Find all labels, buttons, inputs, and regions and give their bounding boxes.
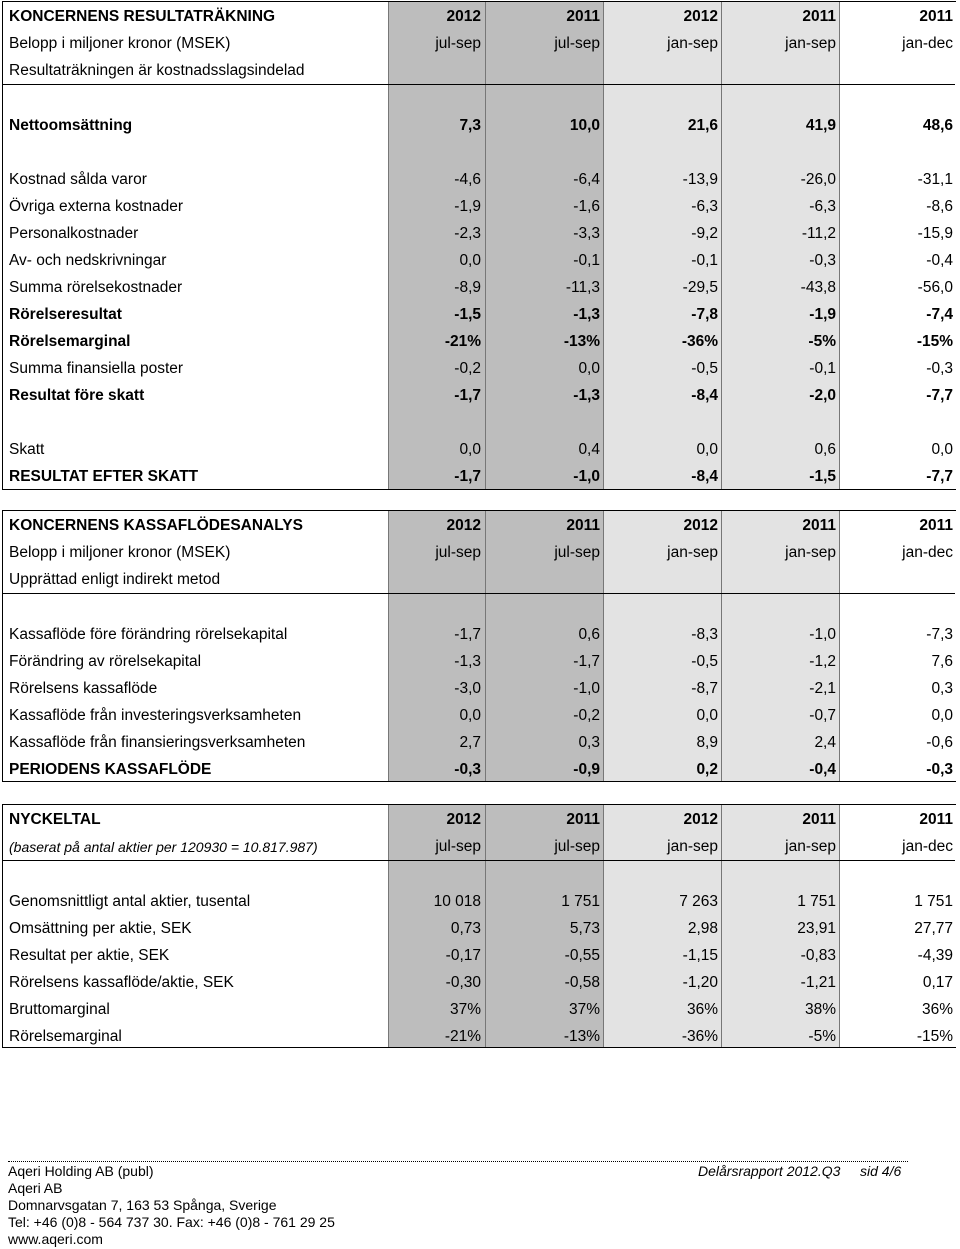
cell-value: -0,83 [800,946,836,964]
cell-value: -1,0 [573,467,600,485]
cell-value: jul-sep [554,543,600,561]
row-label: Rörelseresultat [9,305,122,323]
cell-value: -1,20 [682,973,718,991]
cell-value: 2011 [919,516,953,534]
row-label: Resultaträkningen är kostnadsslagsindelad [9,61,305,79]
cell-value: 0,0 [931,440,953,458]
cell-value: jan-sep [785,34,836,52]
row-label: Kassaflöde från finansieringsverksamheten [9,733,306,751]
table-row [3,702,955,729]
cell-value: -13% [563,1027,600,1045]
row-label: Bruttomarginal [9,1000,110,1018]
cell-value: 1 751 [914,892,953,910]
table-row [3,247,955,274]
cell-value: -2,0 [809,386,836,404]
row-label: Summa rörelsekostnader [9,278,183,296]
cell-value: -0,5 [691,652,718,670]
row-label: Av- och nedskrivningar [9,251,167,269]
cell-value: -0,3 [809,251,836,269]
row-label: Kassaflöde före förändring rörelsekapital [9,625,288,643]
table-row [3,621,955,648]
cell-value: -1,7 [454,467,481,485]
cell-value: -3,0 [454,679,481,697]
cell-value: -26,0 [800,170,836,188]
table-row [3,861,955,888]
header-row [3,566,955,593]
cell-value: 0,6 [578,625,600,643]
cell-value: -21% [444,1027,481,1045]
cell-value: 2012 [683,7,718,25]
cell-value: 0,0 [459,440,481,458]
cell-value: -0,3 [926,760,953,778]
table-row [3,996,955,1023]
row-label: KONCERNENS KASSAFLÖDESANALYS [9,516,303,534]
row-label: Omsättning per aktie, SEK [9,919,192,937]
row-label: Summa finansiella poster [9,359,184,377]
footer-company-publ: Aqeri Holding AB (publ) [8,1163,154,1179]
cell-value: 5,73 [569,919,600,937]
row-label: Rörelsens kassaflöde/aktie, SEK [9,973,234,991]
cell-value: jul-sep [554,837,600,855]
row-label: Övriga externa kostnader [9,197,184,215]
cell-value: -0,5 [691,359,718,377]
cell-value: jan-dec [902,34,953,52]
cell-value: -0,9 [573,760,600,778]
row-label: Personalkostnader [9,224,139,242]
cell-value: 2,98 [687,919,718,937]
cell-value: 27,77 [914,919,953,937]
cell-value: jan-sep [667,837,718,855]
row-label: Resultat per aktie, SEK [9,946,170,964]
table-row [3,112,955,139]
table-row [3,915,955,942]
cell-value: 2011 [919,7,953,25]
cell-value: -6,3 [809,197,836,215]
table-row [3,139,955,166]
cell-value: -0,4 [809,760,836,778]
cashflow-table [2,510,956,782]
cell-value: -8,7 [691,679,718,697]
row-label: PERIODENS KASSAFLÖDE [9,760,212,778]
row-label: Upprättad enligt indirekt metod [9,570,221,588]
cell-value: jan-dec [902,543,953,561]
table-row [3,166,955,193]
row-label: Belopp i miljoner kronor (MSEK) [9,543,231,561]
header-row [3,512,955,539]
cell-value: -0,58 [564,973,600,991]
cell-value: 0,0 [459,251,481,269]
cell-value: -11,2 [801,224,836,242]
cell-value: 7,3 [459,116,481,134]
cell-value: 2012 [446,516,481,534]
table-row [3,382,955,409]
cell-value: -15% [916,1027,953,1045]
cell-value: -6,3 [691,197,718,215]
table-row [3,220,955,247]
cell-value: 0,4 [578,440,600,458]
cell-value: 37% [449,1000,481,1018]
cell-value: -1,9 [809,305,836,323]
cell-value: -0,55 [564,946,600,964]
cell-value: jul-sep [435,543,481,561]
cell-value: -43,8 [800,278,836,296]
cell-value: -0,1 [691,251,718,269]
cell-value: -5% [808,1027,836,1045]
cell-value: -7,3 [926,625,953,643]
cell-value: -0,2 [573,706,600,724]
row-label: Genomsnittligt antal aktier, tusental [9,892,251,910]
row-label: Rörelsemarginal [9,1027,122,1045]
cell-value: -36% [681,1027,718,1045]
cell-value: -21% [444,332,481,350]
cell-value: -9,2 [691,224,718,242]
table-row [3,729,955,756]
table-row [3,409,955,436]
row-label: Förändring av rörelsekapital [9,652,202,670]
cell-value: 2011 [566,810,600,828]
cell-value: -1,0 [809,625,836,643]
cell-value: -4,6 [454,170,481,188]
header-row [3,806,955,833]
cell-value: 36% [921,1000,953,1018]
cell-value: 0,2 [696,760,718,778]
cell-value: -11,3 [565,278,600,296]
cell-value: 48,6 [922,116,953,134]
cell-value: -8,3 [691,625,718,643]
footer-address: Domnarvsgatan 7, 163 53 Spånga, Sverige [8,1197,277,1213]
header-row [3,833,955,860]
table-row [3,193,955,220]
table-row [3,85,955,112]
footer-web: www.aqeri.com [8,1231,103,1247]
row-label: Nettoomsättning [9,116,133,134]
table-row [3,969,955,996]
cell-value: 0,0 [578,359,600,377]
table-row [3,756,955,783]
cell-value: 2012 [683,516,718,534]
cell-value: 2011 [566,7,600,25]
cell-value: -13,9 [682,170,718,188]
table-row [3,355,955,382]
cell-value: -29,5 [682,278,718,296]
cell-value: 0,3 [931,679,953,697]
cell-value: 0,6 [814,440,836,458]
cell-value: 2011 [919,810,953,828]
cell-value: 2,4 [814,733,836,751]
cell-value: -1,0 [573,679,600,697]
cell-value: jan-sep [785,837,836,855]
cell-value: -1,15 [682,946,718,964]
cell-value: -1,7 [454,625,481,643]
cell-value: -5% [808,332,836,350]
row-label: KONCERNENS RESULTATRÄKNING [9,7,276,25]
cell-value: -4,39 [917,946,953,964]
cell-value: 0,0 [931,706,953,724]
cell-value: 36% [686,1000,718,1018]
row-label: RESULTAT EFTER SKATT [9,467,199,485]
cell-value: -1,7 [573,652,600,670]
cell-value: 7,6 [931,652,953,670]
cell-value: jan-sep [785,543,836,561]
cell-value: -1,3 [573,386,600,404]
cell-value: 2012 [446,7,481,25]
cell-value: -1,7 [454,386,481,404]
cell-value: -1,6 [573,197,600,215]
cell-value: 2011 [566,516,600,534]
footer-divider [8,1161,908,1162]
cell-value: 8,9 [696,733,718,751]
footer-company: Aqeri AB [8,1180,63,1196]
cell-value: -7,8 [691,305,718,323]
cell-value: -8,6 [926,197,953,215]
table-row [3,328,955,355]
table-row [3,888,955,915]
cell-value: -7,7 [926,386,953,404]
cell-value: -6,4 [573,170,600,188]
cell-value: 38% [804,1000,836,1018]
cell-value: -1,5 [454,305,481,323]
cell-value: -8,4 [691,386,718,404]
cell-value: 0,73 [450,919,481,937]
table-row [3,594,955,621]
cell-value: 2011 [802,810,836,828]
cell-value: -1,2 [809,652,836,670]
row-label: Kostnad sålda varor [9,170,147,188]
table-row [3,436,955,463]
row-label: Resultat före skatt [9,386,145,404]
cell-value: 23,91 [797,919,836,937]
cell-value: -8,4 [691,467,718,485]
cell-value: -36% [681,332,718,350]
cell-value: 10,0 [569,116,600,134]
income-statement-table [2,1,956,490]
cell-value: -1,3 [573,305,600,323]
cell-value: -0,6 [926,733,953,751]
table-row [3,675,955,702]
cell-value: -2,1 [809,679,836,697]
cell-value: 7 263 [679,892,718,910]
cell-value: jan-sep [667,543,718,561]
cell-value: -0,3 [454,760,481,778]
cell-value: 0,0 [696,706,718,724]
cell-value: -31,1 [917,170,953,188]
cell-value: jan-sep [667,34,718,52]
row-label: Kassaflöde från investeringsverksamheten [9,706,302,724]
row-label: Skatt [9,440,45,458]
cell-value: -7,7 [926,467,953,485]
cell-value: 0,3 [578,733,600,751]
cell-value: jul-sep [554,34,600,52]
footer [8,1163,908,1248]
cell-value: -2,3 [454,224,481,242]
cell-value: -1,3 [454,652,481,670]
table-row [3,274,955,301]
cell-value: -56,0 [917,278,953,296]
cell-value: -15,9 [917,224,953,242]
cell-value: 41,9 [805,116,836,134]
row-label: Belopp i miljoner kronor (MSEK) [9,34,231,52]
header-row [3,539,955,566]
table-row [3,648,955,675]
header-row [3,57,955,84]
table-row [3,463,955,490]
cell-value: 2,7 [459,733,481,751]
cell-value: 0,0 [459,706,481,724]
cell-value: -7,4 [926,305,953,323]
cell-value: jul-sep [435,34,481,52]
cell-value: -0,30 [445,973,481,991]
cell-value: 0,0 [696,440,718,458]
row-label: NYCKELTAL [9,810,101,828]
cell-value: -1,5 [809,467,836,485]
cell-value: 2011 [802,7,836,25]
table-row [3,301,955,328]
header-row [3,30,955,57]
cell-value: -0,1 [809,359,836,377]
cell-value: 10 018 [433,892,481,910]
cell-value: 2012 [446,810,481,828]
cell-value: -8,9 [454,278,481,296]
cell-value: -3,3 [573,224,600,242]
header-row [3,3,955,30]
table-row [3,1023,955,1050]
cell-value: -1,9 [454,197,481,215]
cell-value: -0,2 [454,359,481,377]
row-label: Rörelsens kassaflöde [9,679,158,697]
row-label: (baserat på antal aktier per 120930 = 10.817.987) [9,838,318,855]
footer-phone: Tel: +46 (0)8 - 564 737 30. Fax: +46 (0)8 - 761 29 25 [8,1214,335,1230]
key-ratios-table [2,804,956,1048]
cell-value: 21,6 [687,116,718,134]
cell-value: -0,17 [445,946,481,964]
cell-value: 2011 [802,516,836,534]
cell-value: 2012 [683,810,718,828]
cell-value: 1 751 [561,892,600,910]
cell-value: jul-sep [435,837,481,855]
cell-value: 1 751 [797,892,836,910]
cell-value: -1,21 [800,973,836,991]
cell-value: -0,7 [809,706,836,724]
cell-value: 0,17 [922,973,953,991]
cell-value: -15% [916,332,953,350]
cell-value: jan-dec [902,837,953,855]
footer-report: Delårsrapport 2012.Q3 [698,1163,841,1179]
cell-value: -0,4 [926,251,953,269]
row-label: Rörelsemarginal [9,332,131,350]
cell-value: -13% [563,332,600,350]
cell-value: -0,3 [926,359,953,377]
cell-value: 37% [568,1000,600,1018]
table-row [3,942,955,969]
footer-page: sid 4/6 [860,1163,902,1179]
cell-value: -0,1 [573,251,600,269]
